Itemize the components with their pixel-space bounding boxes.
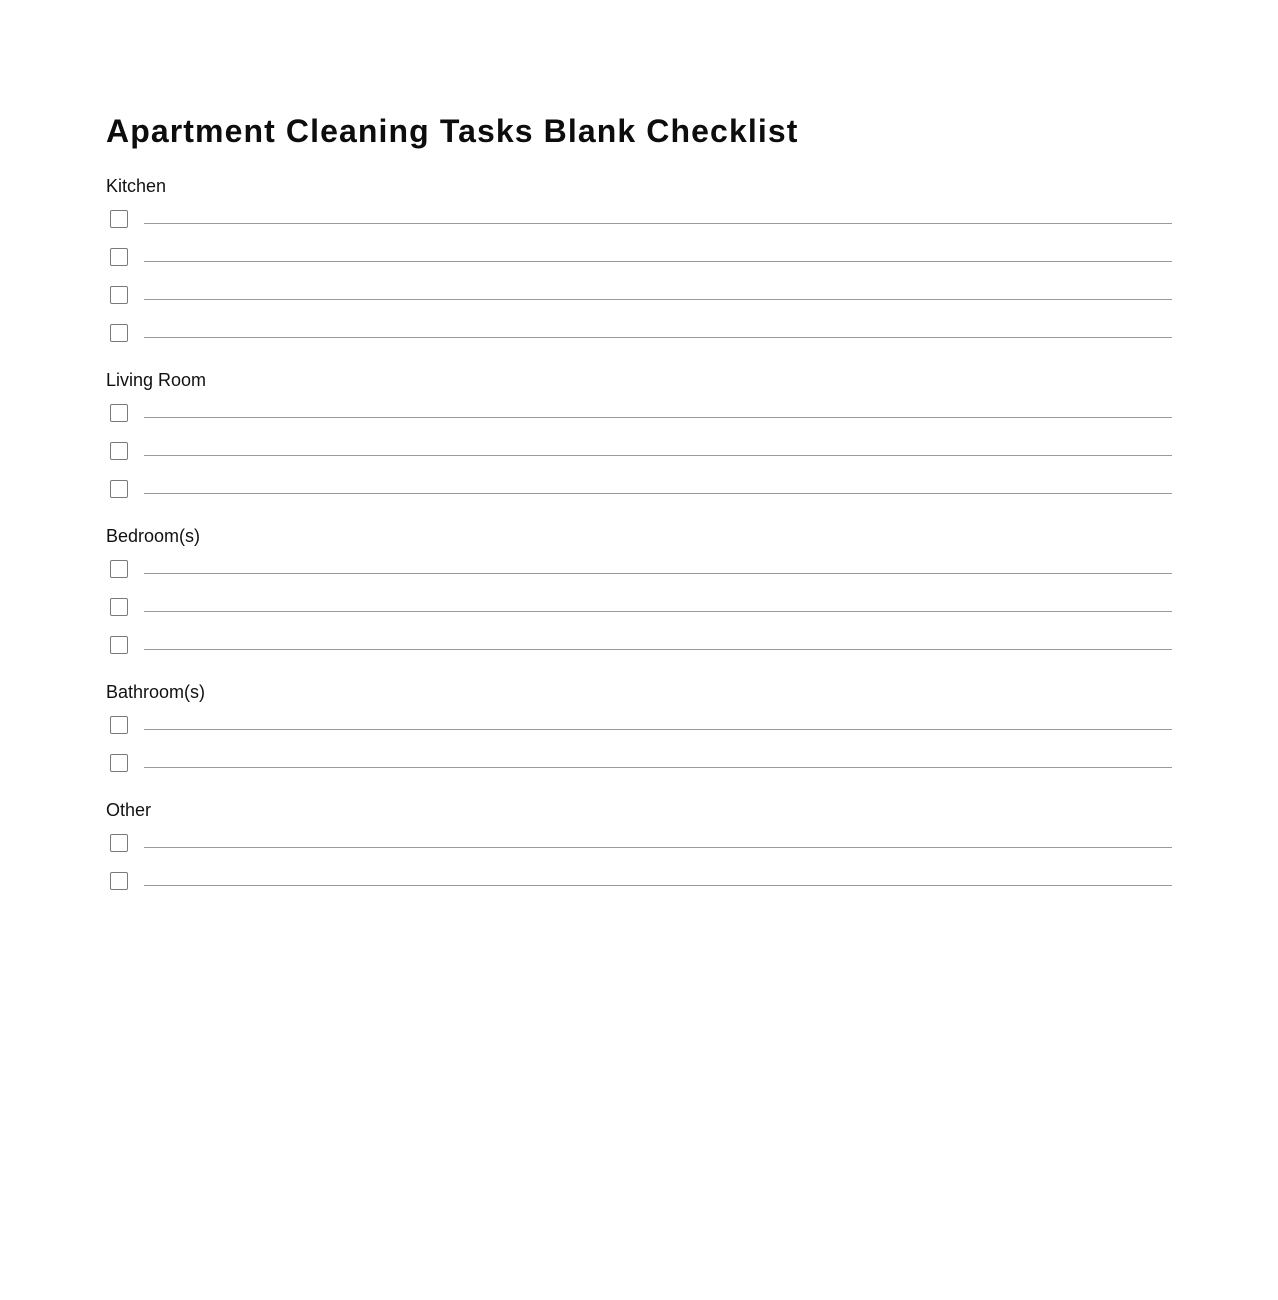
checkbox-unchecked-icon[interactable]: [110, 324, 128, 342]
checkbox-unchecked-icon[interactable]: [110, 754, 128, 772]
checkbox-unchecked-icon[interactable]: [110, 404, 128, 422]
checklist-item: [106, 553, 1172, 591]
task-write-in-line[interactable]: [144, 649, 1172, 650]
checklist-item: [106, 591, 1172, 629]
checkbox-unchecked-icon[interactable]: [110, 834, 128, 852]
checkbox-unchecked-icon[interactable]: [110, 442, 128, 460]
checklist-item: [106, 435, 1172, 473]
section-living-room: [106, 369, 1172, 511]
checkbox-unchecked-icon[interactable]: [110, 872, 128, 890]
task-write-in-line[interactable]: [144, 223, 1172, 224]
checklist-item: [106, 629, 1172, 667]
checkbox-unchecked-icon[interactable]: [110, 598, 128, 616]
checkbox-unchecked-icon[interactable]: [110, 248, 128, 266]
task-write-in-line[interactable]: [144, 847, 1172, 848]
checkbox-unchecked-icon[interactable]: [110, 286, 128, 304]
checkbox-unchecked-icon[interactable]: [110, 480, 128, 498]
task-write-in-line[interactable]: [144, 299, 1172, 300]
checkbox-unchecked-icon[interactable]: [110, 716, 128, 734]
section-heading: Living Room: [106, 370, 207, 390]
task-write-in-line[interactable]: [144, 729, 1172, 730]
checklist-item: [106, 865, 1172, 903]
task-write-in-line[interactable]: [144, 611, 1172, 612]
section-heading: Bathroom(s): [106, 682, 206, 702]
checkbox-unchecked-icon[interactable]: [110, 636, 128, 654]
checklist-item: [106, 203, 1172, 241]
task-write-in-line[interactable]: [144, 493, 1172, 494]
checklist-item: [106, 317, 1172, 355]
checklist-item: [106, 709, 1172, 747]
checklist-item: [106, 241, 1172, 279]
section-other: [106, 799, 1172, 903]
checklist-item: [106, 473, 1172, 511]
task-write-in-line[interactable]: [144, 885, 1172, 886]
task-write-in-line[interactable]: [144, 455, 1172, 456]
checkbox-unchecked-icon[interactable]: [110, 210, 128, 228]
task-write-in-line[interactable]: [144, 261, 1172, 262]
checklist-item: [106, 397, 1172, 435]
checklist-item: [106, 279, 1172, 317]
task-write-in-line[interactable]: [144, 767, 1172, 768]
section-bedroom-s: [106, 525, 1172, 667]
section-bathroom-s: [106, 681, 1172, 785]
checklist-item: [106, 747, 1172, 785]
page-title: Apartment Cleaning Tasks Blank Checklist: [106, 113, 799, 149]
task-write-in-line[interactable]: [144, 573, 1172, 574]
section-heading: Kitchen: [106, 176, 167, 196]
section-heading: Bedroom(s): [106, 526, 201, 546]
checklist-item: [106, 827, 1172, 865]
checklist-sections: [106, 175, 1172, 903]
task-write-in-line[interactable]: [144, 337, 1172, 338]
section-kitchen: [106, 175, 1172, 355]
section-heading: Other: [106, 800, 152, 820]
task-write-in-line[interactable]: [144, 417, 1172, 418]
checkbox-unchecked-icon[interactable]: [110, 560, 128, 578]
checklist-page: [106, 0, 1172, 917]
